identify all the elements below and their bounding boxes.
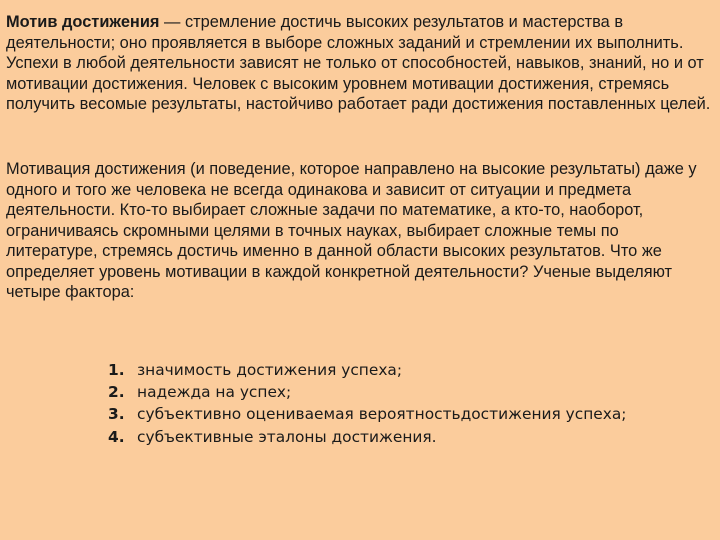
- paragraph-factors-intro: Мотивация достижения (и поведение, которое направлено на высокие результаты) даже у одного и того же человека не всегда одинакова и зависит от ситуации и предмета деятельности. Кто-то выбирает сложные задачи по математике, а кто-то, наоборот, ограничиваясь скромными целями в точных науках, выбирает сложные темы по литературе, стремясь достичь именно в данной области высоких результатов. Что же определяет уровень мотивации в каждой конкретной деятельности? Ученые выделяют четыре фактора:: [6, 160, 697, 301]
- list-item-text: надежда на успех;: [137, 383, 292, 402]
- list-item-number: 2.: [108, 383, 125, 402]
- list-item-number: 3.: [108, 405, 125, 424]
- list-item: [108, 426, 668, 448]
- paragraph-definition: [6, 12, 712, 115]
- list-item-number: 4.: [108, 427, 125, 446]
- list-item-text: субъективно оцениваемая вероятностьдостижения успеха;: [137, 405, 627, 424]
- list-item: [108, 381, 668, 403]
- factors-list: [108, 359, 668, 448]
- definition-text: — стремление достичь высоких результатов и мастерства в деятельности; оно проявляется в выборе сложных заданий и стремлении их выполнить. Успехи в любой деятельности зависят не только от способностей, навыков, знаний, но и от мотивации достижения. Человек с высоким уровнем мотивации достижения, стремясь получить весомые результаты, настойчиво работает ради достижения поставленных целей.: [6, 13, 711, 113]
- term-achievement-motive: Мотив достижения: [6, 13, 160, 31]
- list-item-text: субъективные эталоны достижения.: [137, 427, 437, 446]
- list-item-text: значимость достижения успеха;: [137, 361, 403, 379]
- list-item: [108, 403, 668, 425]
- list-item-number: 1.: [108, 361, 125, 379]
- list-item: [108, 359, 668, 381]
